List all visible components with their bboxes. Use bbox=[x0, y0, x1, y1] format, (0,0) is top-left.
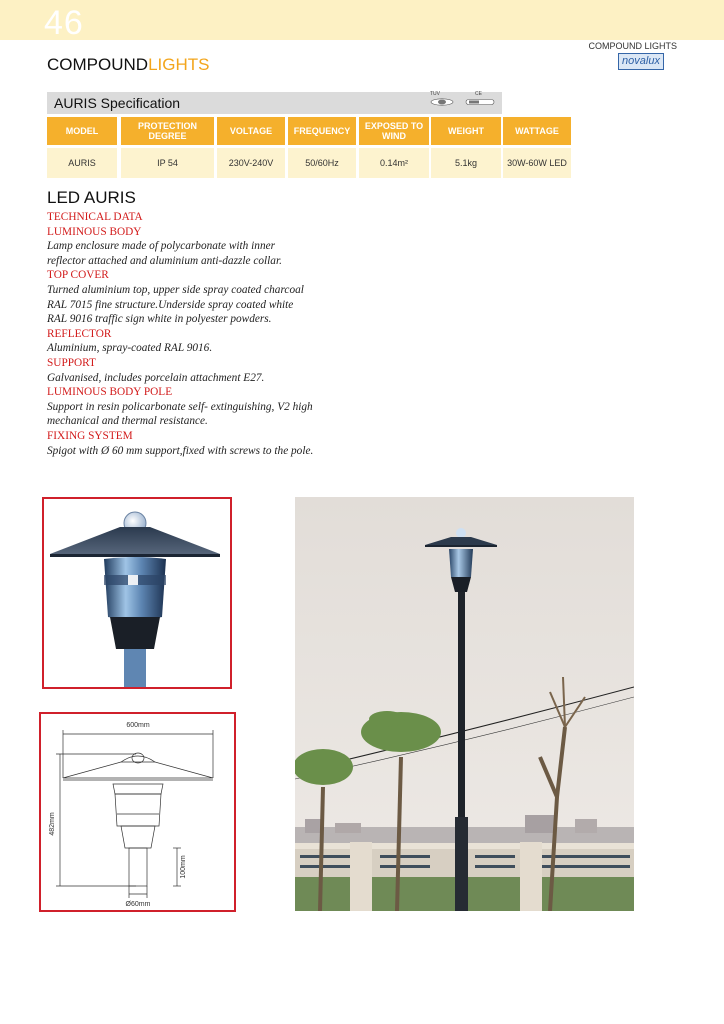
section-tag: COMPOUND LIGHTS bbox=[588, 41, 677, 51]
tech-heading: TECHNICAL DATA bbox=[47, 211, 143, 223]
header-model: MODEL bbox=[47, 117, 117, 145]
top-band bbox=[0, 0, 724, 40]
page-title bbox=[47, 55, 209, 75]
tech-line: Lamp enclosure made of polycarbonate with inner bbox=[47, 240, 276, 253]
tech-heading: LUMINOUS BODY bbox=[47, 225, 142, 238]
header-wind: EXPOSED TO WIND bbox=[359, 117, 429, 145]
cell-model: AURIS bbox=[47, 148, 117, 178]
installation-photo bbox=[295, 497, 634, 911]
cell-weight: 5.1kg bbox=[431, 148, 501, 178]
technical-data bbox=[47, 210, 347, 458]
tech-line: Turned aluminium top, upper side spray coated charcoal bbox=[47, 283, 304, 296]
tech-heading: SUPPORT bbox=[47, 356, 96, 369]
street-scene-image bbox=[295, 497, 634, 911]
dim-height: 482mm bbox=[49, 812, 56, 836]
spec-bar bbox=[47, 92, 502, 114]
title-main: COMPOUND bbox=[47, 55, 149, 74]
header-weight: WEIGHT bbox=[431, 117, 501, 145]
lamp-head-image bbox=[44, 499, 230, 687]
cell-voltage: 230V-240V bbox=[217, 148, 285, 178]
tech-line: RAL 7015 fine structure.Underside spray coated white bbox=[47, 298, 294, 311]
product-name: LED AURIS bbox=[47, 188, 136, 207]
dim-diameter: Ø60mm bbox=[125, 901, 151, 908]
tech-line: Aluminium, spray-coated RAL 9016. bbox=[47, 342, 213, 355]
tech-line: Spigot with Ø 60 mm support,fixed with screws to the pole. bbox=[47, 444, 314, 457]
title-accent: LIGHTS bbox=[148, 55, 210, 74]
dim-spigot-height: 100mm bbox=[180, 855, 187, 879]
tuv-cert-icon bbox=[430, 96, 462, 106]
header-voltage: VOLTAGE bbox=[217, 117, 285, 145]
cell-protection: IP 54 bbox=[121, 148, 214, 178]
cell-wattage: 30W-60W LED bbox=[503, 148, 571, 178]
tech-heading: TOP COVER bbox=[47, 269, 109, 282]
tech-heading: FIXING SYSTEM bbox=[47, 429, 133, 442]
tech-line: mechanical and thermal resistance. bbox=[47, 415, 208, 428]
product-photo bbox=[42, 497, 232, 689]
tech-heading: LUMINOUS BODY POLE bbox=[47, 386, 173, 399]
spec-title: AURIS Specification bbox=[54, 95, 181, 111]
tech-line: RAL 9016 traffic sign white in polyester powders. bbox=[47, 313, 272, 326]
tech-line: reflector attached and aluminium anti-dazzle collar. bbox=[47, 254, 282, 267]
brand-logo: novalux bbox=[618, 53, 664, 70]
page-number: 46 bbox=[44, 4, 84, 42]
tech-heading: REFLECTOR bbox=[47, 327, 112, 340]
tech-line: Galvanised, includes porcelain attachment E27. bbox=[47, 371, 265, 384]
dim-width: 600mm bbox=[126, 722, 150, 729]
header-protection: PROTECTION DEGREE bbox=[121, 117, 214, 145]
cert-ce-label: CE bbox=[475, 91, 482, 97]
cell-frequency: 50/60Hz bbox=[288, 148, 356, 178]
ce-cert-icon bbox=[465, 96, 497, 106]
header-frequency: FREQUENCY bbox=[288, 117, 356, 145]
dimension-drawing bbox=[39, 712, 236, 912]
tech-line: Support in resin policarbonate self- extinguishing, V2 high bbox=[47, 400, 313, 413]
header-wattage: WATTAGE bbox=[503, 117, 571, 145]
cert-tuv-label: TUV bbox=[430, 91, 440, 97]
cell-wind: 0.14m² bbox=[359, 148, 429, 178]
technical-drawing bbox=[41, 714, 234, 910]
